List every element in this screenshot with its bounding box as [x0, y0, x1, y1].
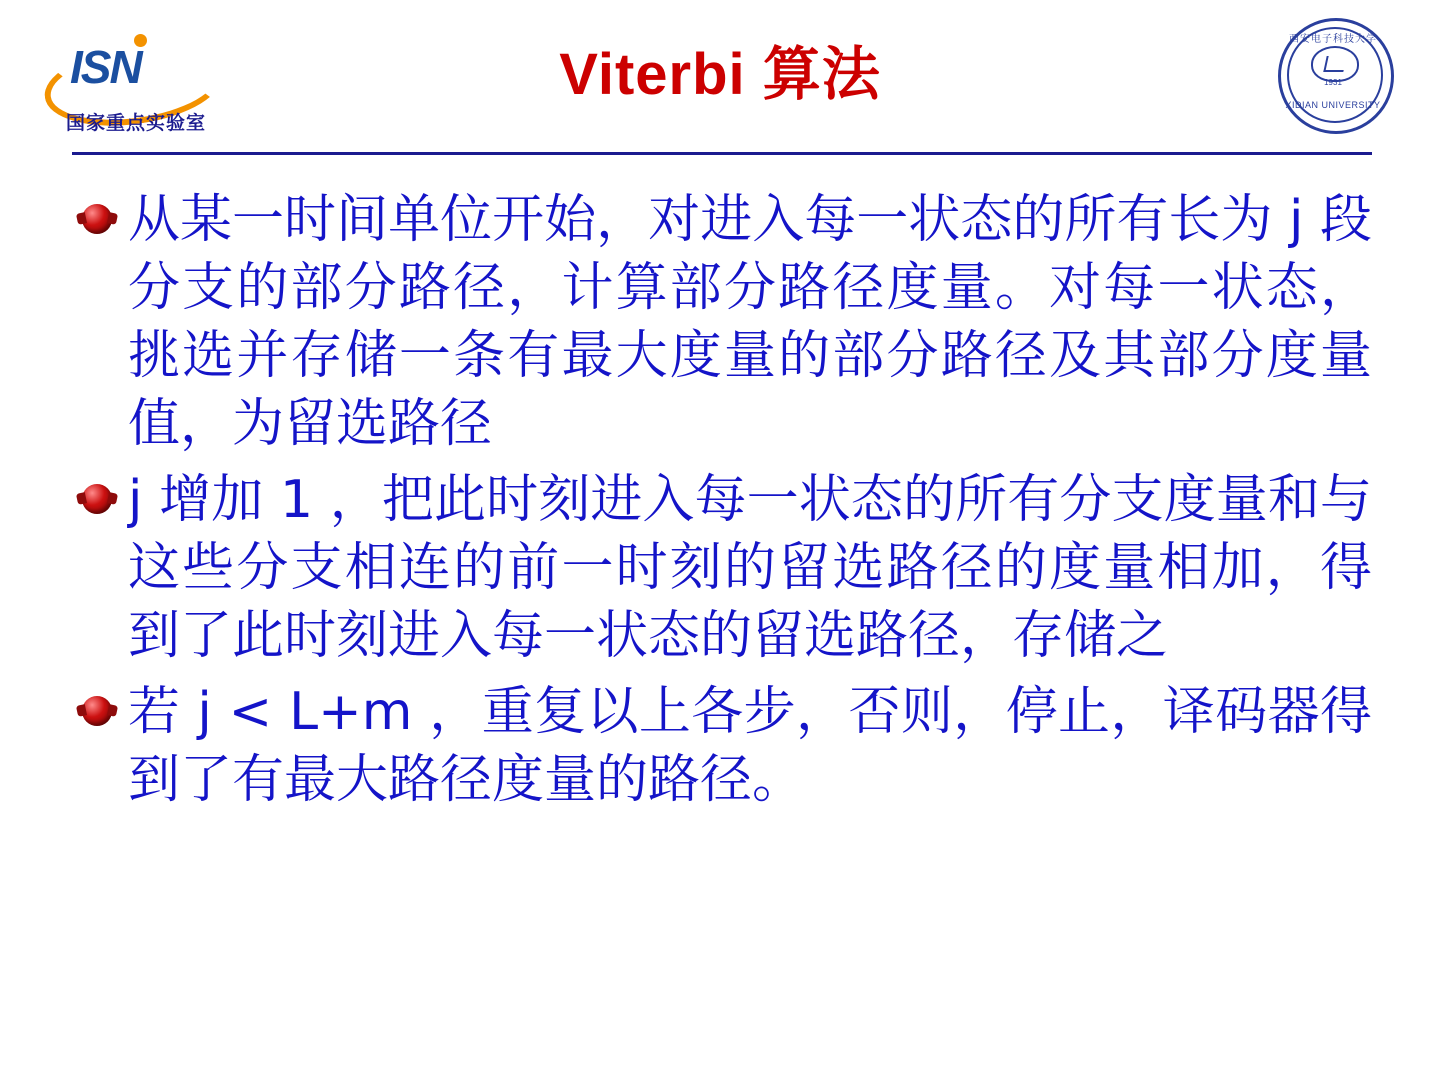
seal-bottom-text: XIDIAN UNIVERSITY: [1285, 100, 1381, 110]
header-divider: [72, 152, 1372, 155]
seal-top-text: 西安电子科技大学: [1289, 34, 1377, 45]
slide-header: [0, 0, 1440, 160]
seal-year: 1931: [1324, 78, 1342, 87]
bullet-sphere-icon: [82, 186, 128, 234]
seal-emblem-icon: [1311, 46, 1359, 82]
logo-lab-name: 国家重点实验室: [66, 113, 207, 134]
bullet-text-3: 若 j < L+m ，重复以上各步，否则，停止，译码器得到了有最大路径度量的路径。: [128, 682, 1372, 810]
bullet-item: [82, 186, 1372, 458]
bullet-sphere-icon: [82, 466, 128, 514]
bullet-item: [82, 678, 1372, 814]
logo-isn-text: ISN: [70, 41, 141, 93]
bullet-item: [82, 466, 1372, 670]
bullet-text-2: j 增加 1 ，把此时刻进入每一状态的所有分支度量和与这些分支相连的前一时刻的留选路径的度量相加，得到了此时刻进入每一状态的留选路径，存储之: [128, 470, 1372, 666]
page-title: [0, 40, 1440, 110]
title-chinese: 算法: [762, 42, 881, 107]
slide-body: [82, 186, 1372, 822]
bullet-text-1: 从某一时间单位开始，对进入每一状态的所有长为 j 段分支的部分路径，计算部分路径度量。对每一状态，挑选并存储一条有最大度量的部分路径及其部分度量值，为留选路径: [128, 190, 1372, 454]
bullet-sphere-icon: [82, 678, 128, 726]
title-main: Viterbi: [559, 42, 746, 107]
university-seal-icon: [1278, 18, 1400, 140]
